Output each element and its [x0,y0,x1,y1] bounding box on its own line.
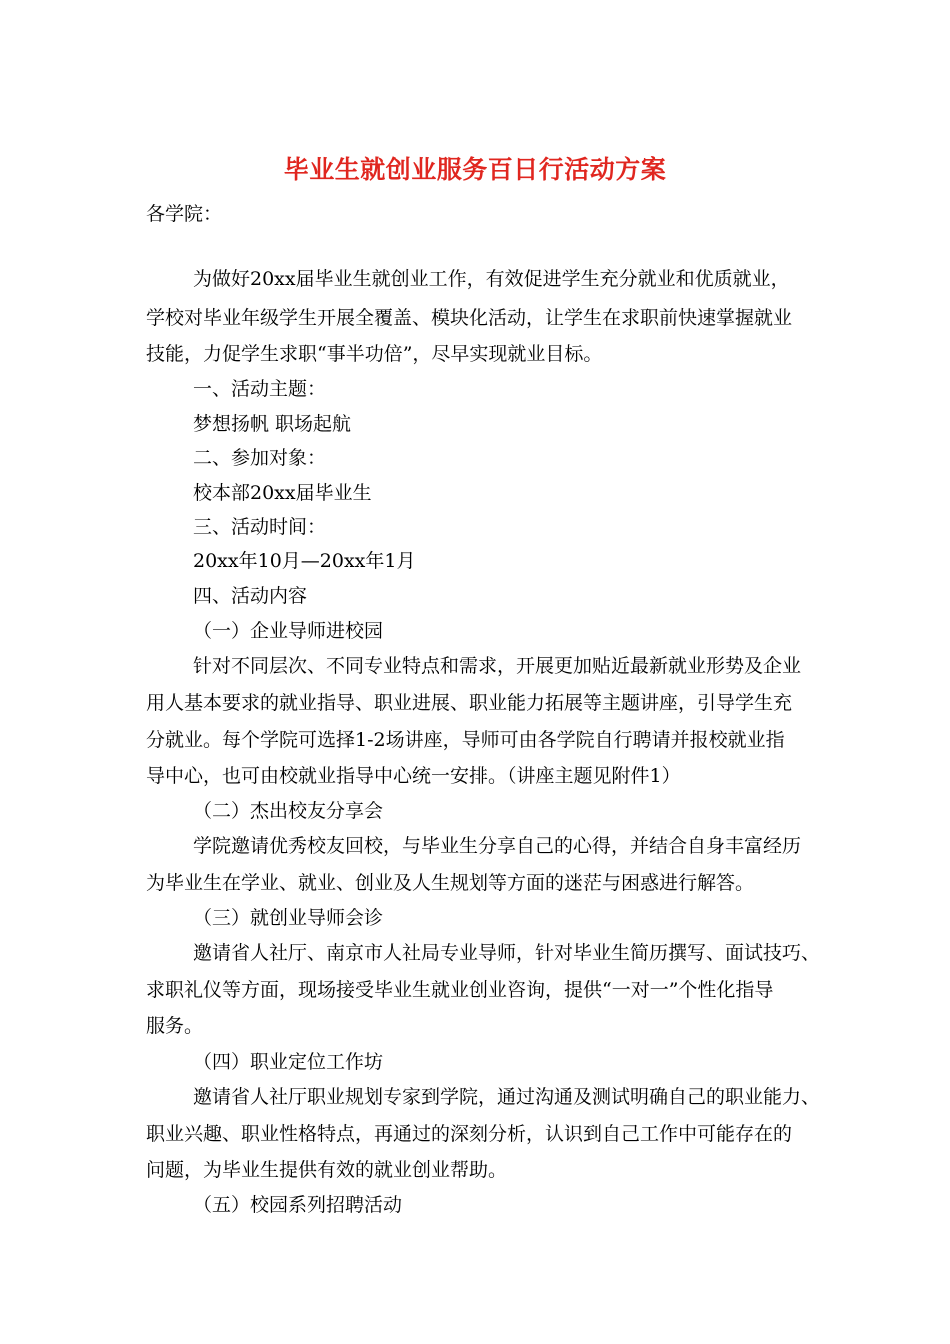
item-line: 邀请省人社厅、南京市人社局专业导师，针对毕业生简历撰写、面试技巧、 [193,942,821,964]
section-heading-content: 四、活动内容 [193,585,308,607]
item-line: 分就业。每个学院可选择1-2场讲座，导师可由各学院自行聘请并报校就业指 [146,729,785,751]
section-heading-theme: 一、活动主题： [193,378,327,400]
time-value: 20xx年10月—20xx年1月 [193,550,416,572]
item-heading: （三）就创业导师会诊 [193,907,384,929]
item-line: 导中心，也可由校就业指导中心统一安排。（讲座主题见附件1） [146,765,681,787]
section-heading-target: 二、参加对象： [193,447,327,469]
theme-value: 梦想扬帆 职场起航 [193,413,352,435]
target-value: 校本部20xx届毕业生 [193,482,372,504]
intro-line: 技能，力促学生求职“事半功倍”，尽早实现就业目标。 [146,343,603,365]
item-line: 用人基本要求的就业指导、职业进展、职业能力拓展等主题讲座，引导学生充 [146,692,793,714]
section-heading-time: 三、活动时间： [193,516,327,538]
item-line: 问题，为毕业生提供有效的就业创业帮助。 [146,1159,508,1181]
item-line: 邀请省人社厅职业规划专家到学院，通过沟通及测试明确自己的职业能力、 [193,1086,821,1108]
item-heading: （五）校园系列招聘活动 [193,1194,403,1216]
intro-line: 学校对毕业年级学生开展全覆盖、模块化活动，让学生在求职前快速掌握就业 [146,307,793,329]
item-heading: （一）企业导师进校园 [193,620,384,642]
item-line: 为毕业生在学业、就业、创业及人生规划等方面的迷茫与困惑进行解答。 [146,872,755,894]
salutation: 各学院： [146,203,223,225]
intro-line: 为做好20xx届毕业生就创业工作，有效促进学生充分就业和优质就业， [193,268,790,290]
item-line: 职业兴趣、职业性格特点，再通过的深刻分析，认识到自己工作中可能存在的 [146,1123,793,1145]
item-heading: （四）职业定位工作坊 [193,1051,384,1073]
item-line: 针对不同层次、不同专业特点和需求，开展更加贴近最新就业形势及企业 [193,655,802,677]
item-line: 服务。 [146,1015,204,1037]
item-line: 学院邀请优秀校友回校，与毕业生分享自己的心得，并结合自身丰富经历 [193,835,802,857]
item-line: 求职礼仪等方面，现场接受毕业生就业创业咨询，提供“一对一”个性化指导 [146,979,774,1001]
item-heading: （二）杰出校友分享会 [193,800,384,822]
document-title: 毕业生就创业服务百日行活动方案 [283,155,667,184]
